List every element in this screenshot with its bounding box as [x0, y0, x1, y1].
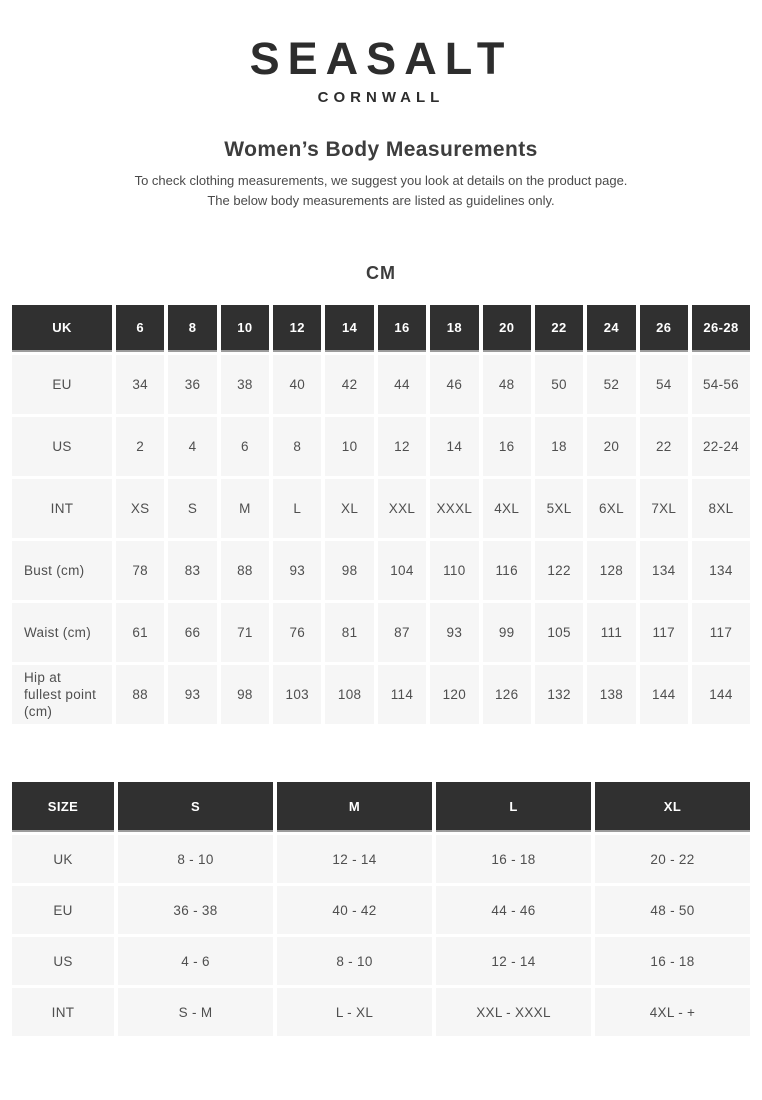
table-row-label: INT	[12, 988, 114, 1036]
table-header-cell: 26-28	[692, 305, 750, 352]
table-cell: 117	[692, 603, 750, 662]
table-cell: 128	[587, 541, 635, 600]
table-cell: 105	[535, 603, 583, 662]
table-cell: 12 - 14	[436, 937, 591, 985]
table-cell: XXL - XXXL	[436, 988, 591, 1036]
table-cell: 48	[483, 355, 531, 414]
table-header-cell: S	[118, 782, 273, 832]
size-conversion-table	[12, 782, 750, 1036]
table-cell: 71	[221, 603, 269, 662]
table-cell: 12	[378, 417, 426, 476]
table-cell: 126	[483, 665, 531, 724]
table-cell: 81	[325, 603, 373, 662]
page-description-line2: The below body measurements are listed as guidelines only.	[207, 193, 555, 208]
table-cell: 134	[692, 541, 750, 600]
table-cell: M	[221, 479, 269, 538]
table-cell: 48 - 50	[595, 886, 750, 934]
table-cell: 117	[640, 603, 688, 662]
table-cell: 34	[116, 355, 164, 414]
page-header	[0, 0, 762, 211]
table-header-cell: M	[277, 782, 432, 832]
table-cell: 20 - 22	[595, 835, 750, 883]
table-header-cell: 24	[587, 305, 635, 352]
table-cell: 144	[640, 665, 688, 724]
cm-measurements-table	[12, 305, 750, 724]
table-cell: L - XL	[277, 988, 432, 1036]
table-cell: 16 - 18	[436, 835, 591, 883]
table-cell: 122	[535, 541, 583, 600]
table-row-label: Bust (cm)	[12, 541, 112, 600]
table-cell: 78	[116, 541, 164, 600]
table-cell: 22-24	[692, 417, 750, 476]
table-cell: XL	[325, 479, 373, 538]
table-row-label: UK	[12, 835, 114, 883]
table-cell: 40 - 42	[277, 886, 432, 934]
table-cell: 54-56	[692, 355, 750, 414]
table-cell: 61	[116, 603, 164, 662]
page-title: Women’s Body Measurements	[224, 138, 538, 161]
brand-name: SEASALT	[249, 33, 513, 84]
table-cell: 18	[535, 417, 583, 476]
table-cell: 111	[587, 603, 635, 662]
brand-logo	[0, 0, 762, 106]
table-cell: 120	[430, 665, 478, 724]
table-cell: 8 - 10	[277, 937, 432, 985]
table-cell: 54	[640, 355, 688, 414]
table-cell: 110	[430, 541, 478, 600]
table-cell: 93	[430, 603, 478, 662]
table-cell: 36	[168, 355, 216, 414]
table-cell: 44	[378, 355, 426, 414]
table-cell: 6	[221, 417, 269, 476]
table-cell: 76	[273, 603, 321, 662]
table-cell: 87	[378, 603, 426, 662]
table-cell: 46	[430, 355, 478, 414]
table-row-label: US	[12, 417, 112, 476]
table-header-cell: 12	[273, 305, 321, 352]
cm-section-heading: CM	[366, 263, 396, 283]
table-header-label-cell: SIZE	[12, 782, 114, 832]
table-header-cell: XL	[595, 782, 750, 832]
table-header-cell: 26	[640, 305, 688, 352]
table-cell: 44 - 46	[436, 886, 591, 934]
table-header-cell: 8	[168, 305, 216, 352]
table-cell: 2	[116, 417, 164, 476]
table-header-cell: 10	[221, 305, 269, 352]
table-cell: 38	[221, 355, 269, 414]
table-header-cell: 18	[430, 305, 478, 352]
table-cell: 52	[587, 355, 635, 414]
table-cell: 8	[273, 417, 321, 476]
table-cell: 108	[325, 665, 373, 724]
table-cell: 103	[273, 665, 321, 724]
table-cell: 4XL	[483, 479, 531, 538]
table-cell: 7XL	[640, 479, 688, 538]
table-cell: 8 - 10	[118, 835, 273, 883]
table-cell: 88	[116, 665, 164, 724]
table-cell: 8XL	[692, 479, 750, 538]
table-cell: 98	[325, 541, 373, 600]
table-cell: 14	[430, 417, 478, 476]
table-cell: 16	[483, 417, 531, 476]
table-cell: 66	[168, 603, 216, 662]
table-cell: 99	[483, 603, 531, 662]
table-cell: 114	[378, 665, 426, 724]
table-cell: 98	[221, 665, 269, 724]
table-row-label: EU	[12, 355, 112, 414]
table-cell: 50	[535, 355, 583, 414]
table-header-label-cell: UK	[12, 305, 112, 352]
table-header-cell: 6	[116, 305, 164, 352]
table-cell: 134	[640, 541, 688, 600]
table-cell: 40	[273, 355, 321, 414]
table-row-label: Waist (cm)	[12, 603, 112, 662]
table-row-label: Hip at fullest point (cm)	[12, 665, 112, 724]
table-cell: XS	[116, 479, 164, 538]
table-row-label: INT	[12, 479, 112, 538]
table-cell: S	[168, 479, 216, 538]
table-cell: 104	[378, 541, 426, 600]
table-cell: 83	[168, 541, 216, 600]
table-cell: 10	[325, 417, 373, 476]
table-cell: 116	[483, 541, 531, 600]
table-row-label: US	[12, 937, 114, 985]
table-cell: 93	[273, 541, 321, 600]
table-cell: 5XL	[535, 479, 583, 538]
table-cell: L	[273, 479, 321, 538]
table-cell: 20	[587, 417, 635, 476]
table-cell: 12 - 14	[277, 835, 432, 883]
brand-subtitle: CORNWALL	[317, 89, 445, 106]
table-cell: S - M	[118, 988, 273, 1036]
table-cell: XXXL	[430, 479, 478, 538]
table-cell: 22	[640, 417, 688, 476]
table-row-label: EU	[12, 886, 114, 934]
table-header-cell: 16	[378, 305, 426, 352]
table-header-cell: 14	[325, 305, 373, 352]
table-cell: 132	[535, 665, 583, 724]
table-header-cell: 22	[535, 305, 583, 352]
table-cell: 16 - 18	[595, 937, 750, 985]
table-cell: 4 - 6	[118, 937, 273, 985]
table-cell: 42	[325, 355, 373, 414]
page-description-line1: To check clothing measurements, we suggest you look at details on the product page.	[134, 173, 628, 188]
table-cell: 93	[168, 665, 216, 724]
table-cell: 4	[168, 417, 216, 476]
table-cell: 138	[587, 665, 635, 724]
table-cell: XXL	[378, 479, 426, 538]
table-cell: 144	[692, 665, 750, 724]
table-header-cell: 20	[483, 305, 531, 352]
table-cell: 4XL - +	[595, 988, 750, 1036]
table-cell: 88	[221, 541, 269, 600]
table-header-cell: L	[436, 782, 591, 832]
table-cell: 36 - 38	[118, 886, 273, 934]
table-cell: 6XL	[587, 479, 635, 538]
